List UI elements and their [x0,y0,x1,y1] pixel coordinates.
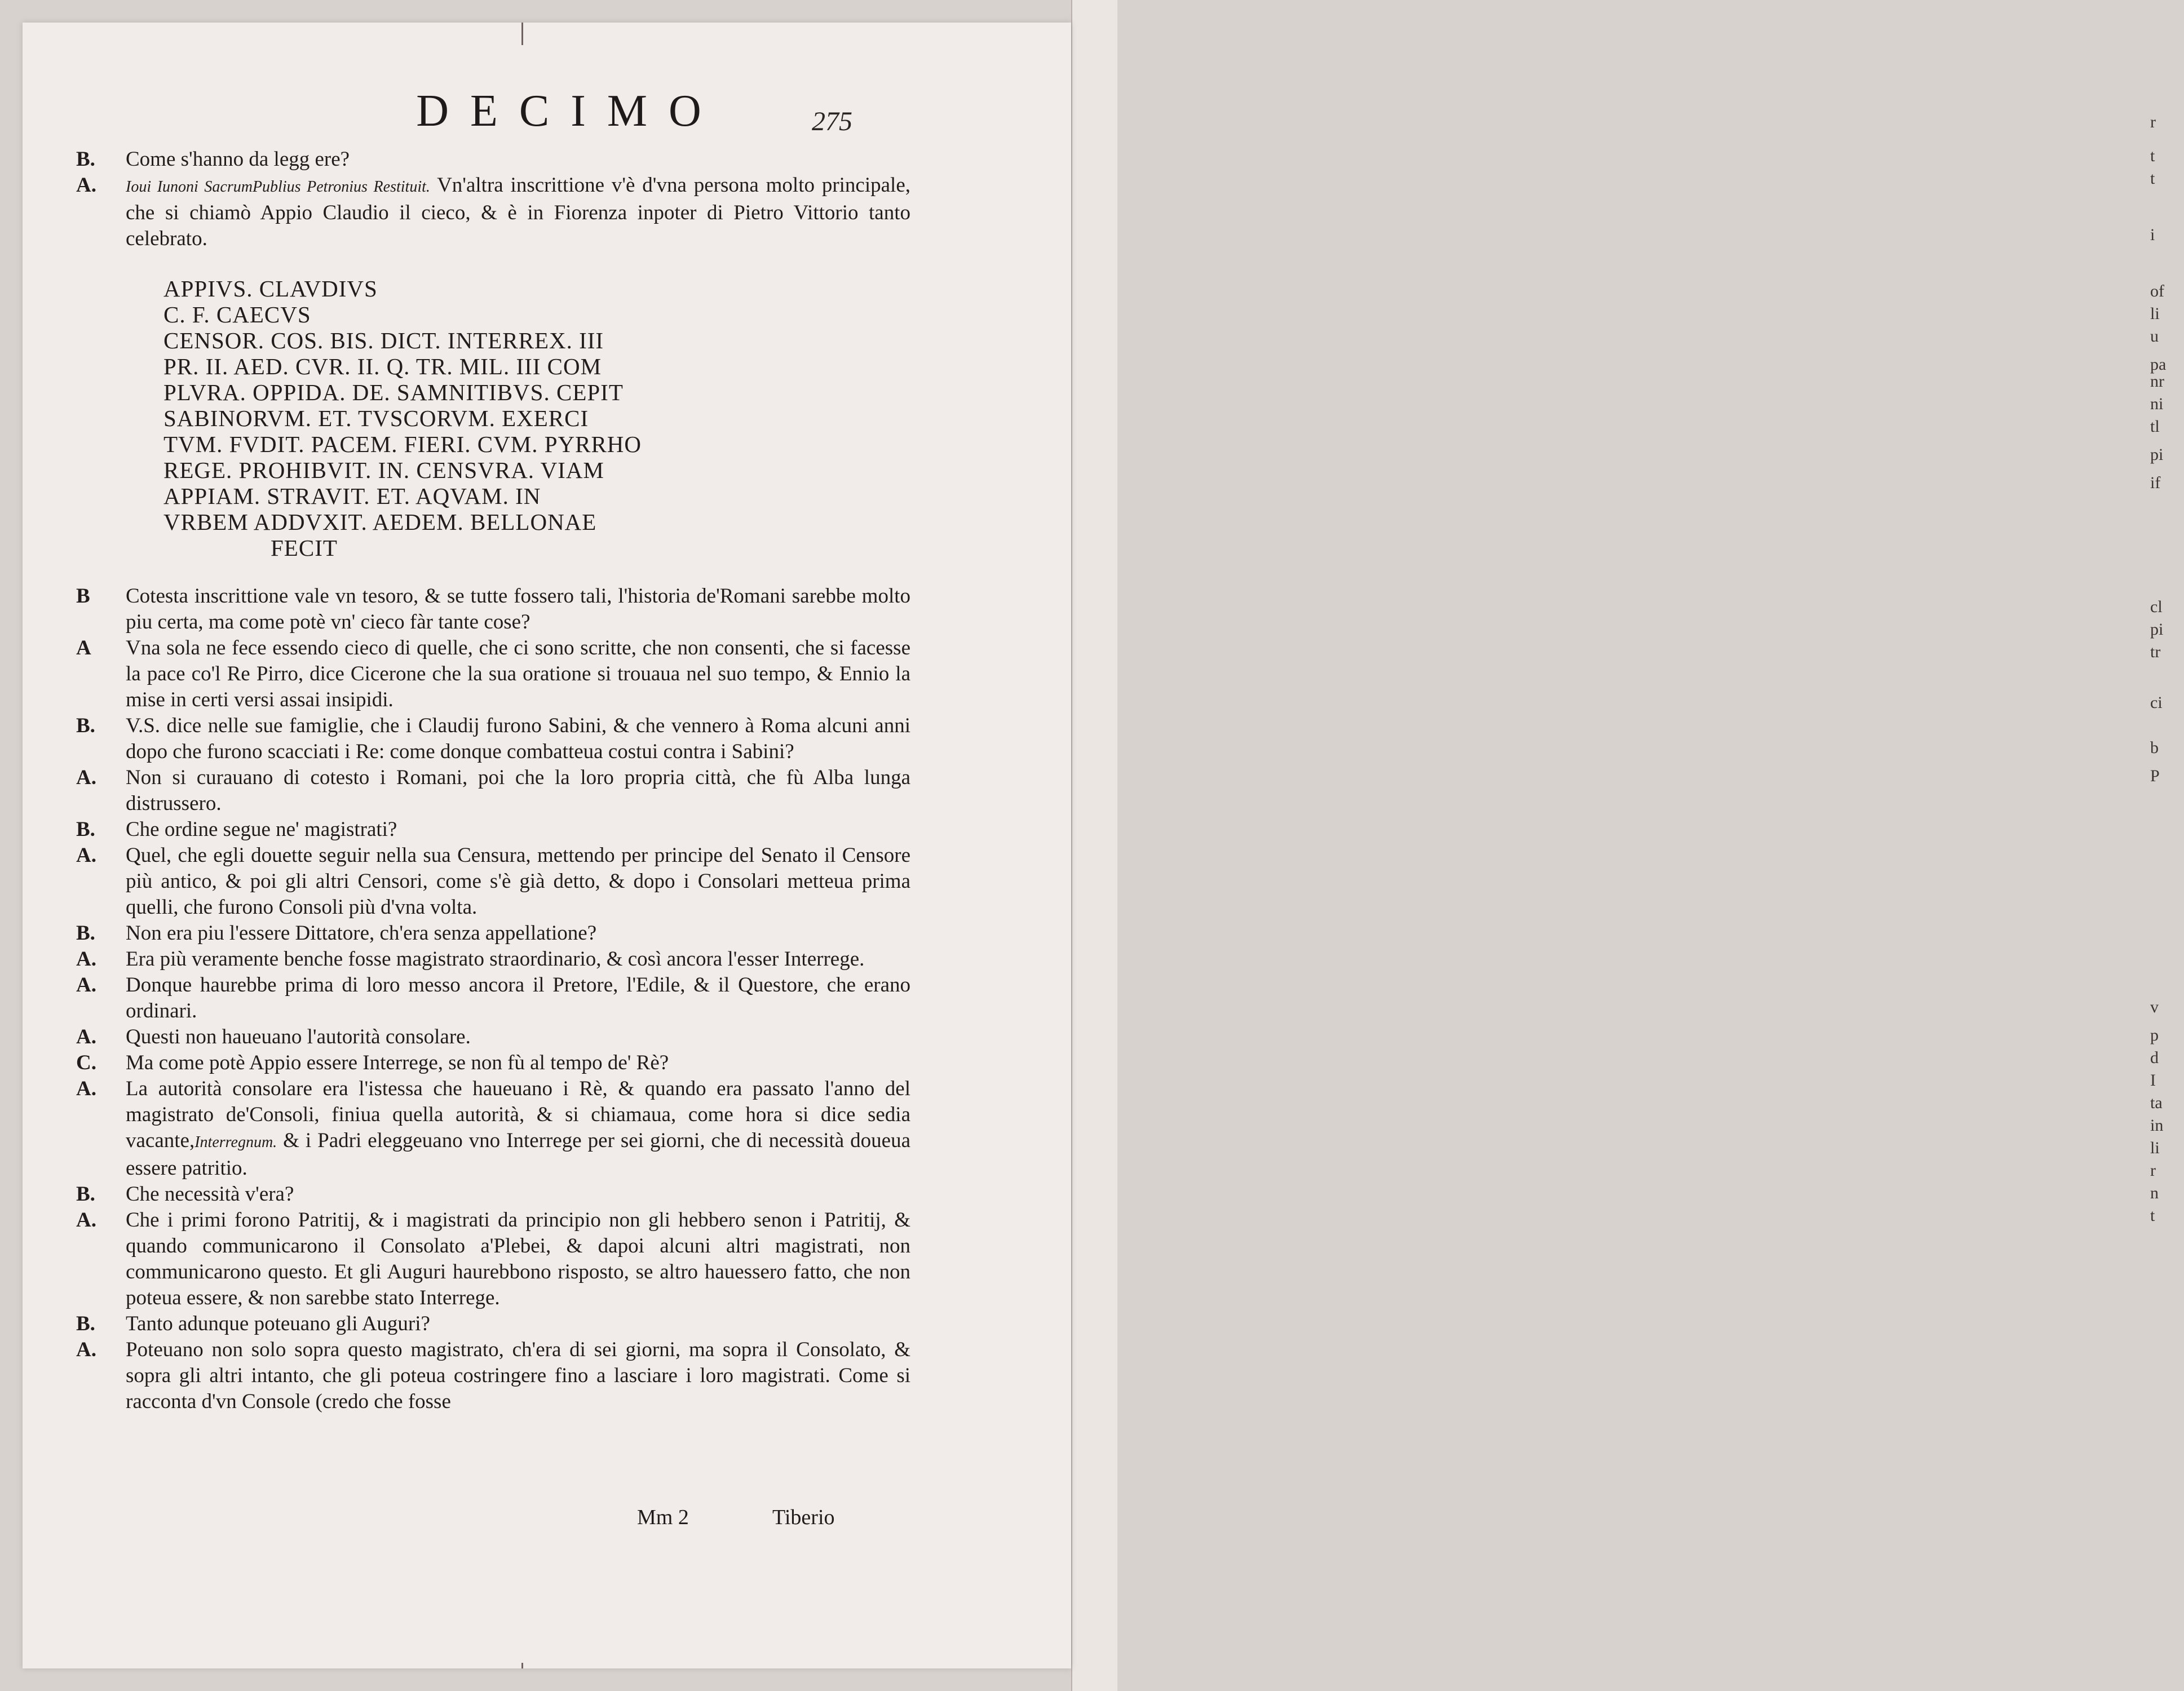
speaker-label: C. [76,1051,96,1074]
dialogue-entry [76,972,910,1024]
inscription-line: FECIT [271,535,338,561]
entry-text [126,946,910,972]
margin-letter: n [2150,1184,2159,1202]
dialogue-entry [76,635,910,713]
dialogue-entry [76,1311,910,1337]
latin-inscription [163,276,910,561]
entry-text-main: Vn'altra inscrittione v'è d'vna persona molto principale, che si chiamò Appio Claudio il cieco, & è in Fiorenza inpoter di Pietro Vittorio tanto celebrato. [126,174,911,250]
dialogue-entry [76,817,910,843]
entry-text [126,1311,910,1337]
entry-text [126,817,910,843]
margin-letter: p [2150,1026,2159,1044]
entry-text-main: Quel, che egli douette seguir nella sua Censura, mettendo per principe del Senato il Censore più antico, & poi gli altri Censori, come s'è già detto, & dopo i Consolari metteua prima quelli, che furono Consoli più d'vna volta. [126,844,910,919]
inscription-line: C. F. CAECVS [163,302,311,327]
margin-letter: li [2150,304,2160,323]
dialogue [76,583,910,1415]
entry-text-main: La autorità consolare era l'istessa che haueuano i Rè, & quando era passato l'anno del magistrato de'Consoli, finiua quella autorità, & si chiamaua, come hora si dice sedia vacante, [126,1077,910,1152]
dialogue-entry [76,765,910,817]
document-page [23,23,1071,1668]
speaker-label: B [76,585,90,608]
speaker-label: A. [76,1209,96,1232]
entry-text [126,583,910,635]
margin-letter: u [2150,327,2159,346]
dialogue-entry [76,843,910,920]
entry-text [126,1181,910,1207]
margin-letter: b [2150,738,2159,757]
inscription-line: PR. II. AED. CVR. II. Q. TR. MIL. III COM [163,353,602,379]
speaker-label: A. [76,1077,96,1100]
margin-letter: pi [2150,620,2164,639]
entry-text [126,1207,910,1311]
speaker-label: A. [76,973,96,997]
entry-text-main: Che i primi forono Patritij, & i magistrati da principio non gli hebbero senon i Patritij, & quando communicarono il Consolato a'Plebei, & dapoi alcuni altri magistrati, non communicarono questo. Et gli Auguri haurebbono risposto, se altro hauessero fatto, che non poteua essere, & non sarebbe stato Interrege. [126,1209,910,1309]
entry-text-main: Poteuano non solo sopra questo magistrato, ch'era di sei giorni, ma sopra il Consolato, & sopra gli altri intanto, che gli poteua costringere fino a lasciare i loro magistrati. Come si racconta d'vn Console (credo che fosse [126,1338,910,1413]
entry-text [126,1076,910,1181]
inscription-line: APPIVS. CLAVDIVS [163,276,378,302]
entry-text [126,920,910,946]
entry-text-main: Questi non haueuano l'autorità consolare. [126,1025,471,1048]
margin-letter: nr [2150,372,2164,391]
margin-letter: in [2150,1116,2164,1135]
speaker-label: B. [76,1312,95,1335]
signature-mark: Mm 2 [637,1506,689,1529]
margin-letter: d [2150,1048,2159,1067]
speaker-label: B. [76,148,95,171]
latin-term: Interregnum. [194,1134,277,1151]
dialogue-entry [76,1207,910,1311]
page-number: 275 [812,107,852,136]
entry-text [126,843,910,920]
speaker-label: B. [76,1183,95,1206]
entry-text [126,172,910,252]
entry-text [126,1024,910,1050]
margin-letter: v [2150,998,2159,1016]
entry-text-main: Cotesta inscrittione vale vn tesoro, & se tutte fossero tali, l'historia de'Romani sarebbe molto piu certa, ma come potè vn' cieco fàr tante cose? [126,585,910,634]
margin-letter: tl [2150,417,2160,436]
dialogue-entry [76,172,910,252]
margin-letter: t [2150,147,2155,165]
speaker-label: B. [76,714,95,737]
inscription-line: CENSOR. COS. BIS. DICT. INTERREX. III [163,327,604,353]
binding-mark-top [521,23,523,45]
speaker-label: A. [76,174,96,197]
dialogue-entry [76,1181,910,1207]
entry-text-main: Che necessità v'era? [126,1183,294,1206]
adjacent-page [1071,0,2167,1691]
dialogue-entry [76,1076,910,1181]
margin-letter: ni [2150,395,2164,413]
entry-text-main: Vna sola ne fece essendo cieco di quelle, che ci sono scritte, che non consenti, che si facesse la pace co'l Re Pirro, dice Cicerone che la sua oratione si trouaua nel suo tempo, & Ennio la mise in certi versi assai insipidi. [126,636,910,711]
margin-letter: li [2150,1139,2160,1157]
inscription-line: PLVRA. OPPIDA. DE. SAMNITIBVS. CEPIT [163,379,624,405]
dialogue-entry [76,1050,910,1076]
inscription-line: SABINORVM. ET. TVSCORVM. EXERCI [163,405,589,431]
entry-text-main: Non era piu l'essere Dittatore, ch'era senza appellatione? [126,922,597,945]
dialogue-entry [76,1337,910,1415]
catchword: Tiberio [772,1506,835,1529]
entry-text [126,765,910,817]
entry-text-main: Era più veramente benche fosse magistrato straordinario, & così ancora l'esser Interrege. [126,948,865,971]
entry-text [126,1050,910,1076]
entry-text [126,713,910,765]
entry-text-main: Ma come potè Appio essere Interrege, se non fù al tempo de' Rè? [126,1051,669,1074]
speaker-label: A. [76,766,96,789]
speaker-label: A [76,636,91,659]
margin-letter: P [2150,767,2160,785]
margin-letter: i [2150,225,2155,244]
margin-letter: ci [2150,693,2163,712]
inscription-line: VRBEM ADDVXIT. AEDEM. BELLONAE [163,509,597,535]
margin-letter: r [2150,1161,2156,1180]
entry-text [126,1337,910,1415]
entry-text-main: Non si curauano di cotesto i Romani, poi che la loro propria città, che fù Alba lunga distrussero. [126,766,910,815]
latin-quote: Ioui Iunoni SacrumPublius Petronius Restituit. [126,178,430,196]
margin-letter: cl [2150,597,2163,616]
speaker-label: B. [76,922,95,945]
body-text [76,147,910,1415]
margin-letter: tr [2150,643,2161,661]
entry-text [126,972,910,1024]
dialogue-entry [76,1024,910,1050]
dialogue-entry [76,583,910,635]
binding-mark-bottom [521,1663,523,1668]
entry-text-continued: & i Padri eleggeuano vno Interrege per sei giorni, che di necessità doueua essere patritio. [126,1129,910,1180]
margin-letter: t [2150,169,2155,188]
entry-text-main: Donque haurebbe prima di loro messo ancora il Pretore, l'Edile, & il Questore, che erano ordinari. [126,973,910,1022]
dialogue-entry [76,920,910,946]
margin-letter: if [2150,473,2161,492]
speaker-label: A. [76,948,96,971]
margin-letter: r [2150,113,2156,131]
dialogue-entry [76,946,910,972]
margin-letter: ta [2150,1094,2163,1112]
speaker-label: A. [76,844,96,867]
dialogue-entry [76,713,910,765]
inscription-line: APPIAM. STRAVIT. ET. AQVAM. IN [163,483,541,509]
entry-text-main: Tanto adunque poteuano gli Auguri? [126,1312,430,1335]
inscription-line: TVM. FVDIT. PACEM. FIERI. CVM. PYRRHO [163,431,642,457]
dialogue-entry [76,147,910,172]
speaker-label: A. [76,1025,96,1048]
entry-text: Come s'hanno da legg ere? [126,148,350,171]
entry-text [126,635,910,713]
margin-letter: I [2150,1071,2156,1090]
speaker-label: A. [76,1338,96,1361]
margin-letter: pi [2150,445,2164,464]
entry-text-main: Che ordine segue ne' magistrati? [126,818,397,841]
entry-text-main: V.S. dice nelle sue famiglie, che i Claudij furono Sabini, & che vennero à Roma alcuni anni dopo che furono scacciati i Re: come donque combatteua costui contra i Sabini? [126,714,910,763]
margin-letter: pa [2150,355,2167,374]
speaker-label: B. [76,818,95,841]
inscription-line: REGE. PROHIBVIT. IN. CENSVRA. VIAM [163,457,604,483]
margin-letter: t [2150,1206,2155,1225]
margin-letter: of [2150,282,2164,300]
page-title: DECIMO [416,86,723,136]
